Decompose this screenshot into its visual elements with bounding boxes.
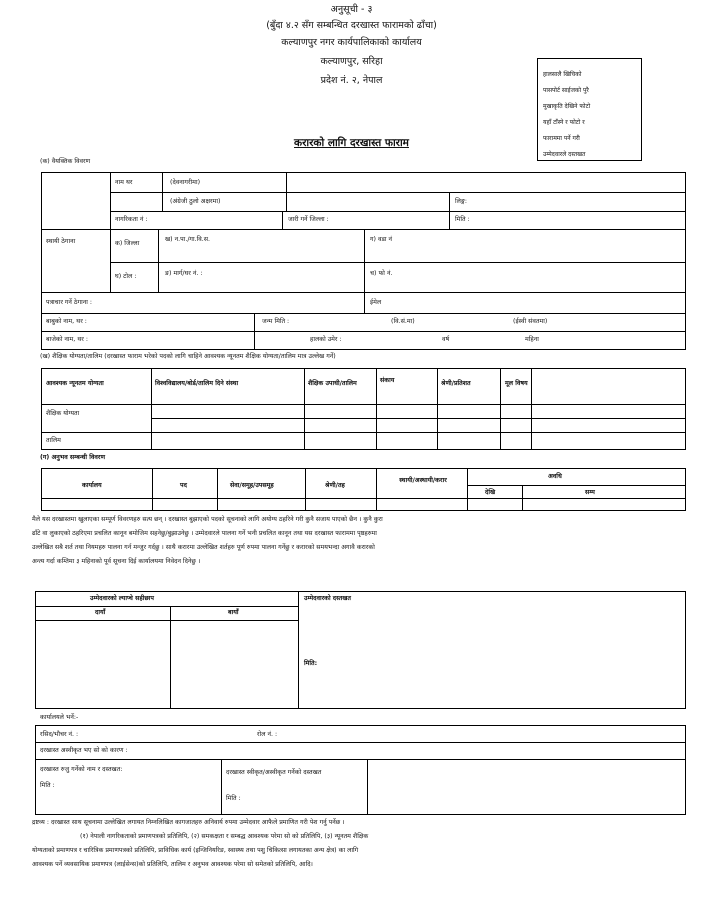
- declaration-line: अन्त्य गर्दा कम्तिमा ३ महिनाको पूर्व सूचना दिई कार्यालयमा निवेदन दिनेछु ।: [32, 558, 201, 565]
- signature-date-field[interactable]: मिति:: [304, 660, 318, 667]
- approver-date-field[interactable]: मिति :: [226, 795, 241, 802]
- photo-instruction-line: यहाँ टाँस्ने र फोटो र: [543, 119, 585, 126]
- grandfather-name-field[interactable]: बाजेको नाम, थर :: [46, 336, 88, 343]
- education-row-qualification: शैक्षिक योग्यता: [46, 410, 80, 417]
- left-thumbprint-area[interactable]: [171, 621, 297, 708]
- experience-col-service: सेवा/समूह/उपसमूह: [230, 482, 274, 489]
- name-english-label: (अंग्रेजी ठुलो अक्षरमा): [170, 198, 221, 205]
- candidate-signature-area[interactable]: [300, 605, 684, 655]
- dob-bs-field[interactable]: (वि.सं.मा): [391, 318, 415, 325]
- education-col-minimum: आवश्यक न्यूनतम योग्यता: [46, 380, 104, 387]
- citizenship-number-field[interactable]: नागरिकता नं :: [115, 216, 148, 223]
- photo-instruction-line: मुखाकृति देखिने फोटो: [543, 103, 591, 110]
- name-english-input[interactable]: [290, 194, 445, 210]
- age-months-field[interactable]: महिना: [525, 336, 539, 343]
- office-name: कल्याणपुर नगर कार्यपालिकाको कार्यालय: [281, 37, 422, 48]
- declaration-line: उल्लेखित सबै शर्त तथा नियमहरु पालना गर्न मन्जुर गर्दछु । साथै करारमा उल्लेखित शर्तहरु पूर्ण रुपमा पालना गर्नेछु र करारको समयभन्दा अगावै करारको: [32, 544, 375, 551]
- photo-instruction-line: फाराममा पर्ने गरी: [543, 135, 580, 142]
- education-row-training: तालिम: [46, 437, 61, 444]
- municipality-field[interactable]: ख) न.पा./गा.वि.स.: [165, 236, 211, 243]
- declaration-text: [32, 513, 672, 569]
- roll-number-field[interactable]: रोल नं. :: [257, 731, 278, 738]
- name-label: नाम थर: [115, 179, 133, 186]
- ward-field[interactable]: ग) वडा नं: [370, 236, 393, 243]
- footnote-line: (१) नेपाली नागरिकताको प्रमाणपत्रको प्रतिलिपि, (२) समकक्षता र सम्बद्ध आवश्यक परेमा सो को प्रतिलिपि, (३) न्यूनतम शैक्षिक: [80, 833, 369, 840]
- footnote-line: आवश्यक पर्ने व्यवसायिक प्रमाणपत्र (लाईसेन्स)को प्रतिलिपि, तालिम र अनुभव आवश्यक परेमा सो समेतको प्रतिलिपि, आदि।: [32, 861, 313, 868]
- receipt-number-field[interactable]: रसिद/भौचर नं. :: [40, 731, 79, 738]
- thumbprint-right-label: दायाँ: [95, 609, 106, 616]
- road-house-field[interactable]: ङ) मार्ग/घर नं. :: [165, 270, 203, 277]
- rejection-reason-field[interactable]: दरखास्त अस्वीकृत भए सो को कारण :: [40, 747, 128, 754]
- issued-district-field[interactable]: जारी गर्ने जिल्ला :: [288, 216, 329, 223]
- checker-date-field[interactable]: मिति :: [40, 782, 55, 789]
- mailing-address-field[interactable]: पत्राचार गर्ने ठेगाना :: [46, 299, 93, 306]
- form-subtitle: (बुँदा ४.२ सँग सम्बन्धित दरखास्त फारामको ढाँचा): [266, 20, 437, 31]
- experience-col-level: श्रेणी/तह: [325, 482, 345, 489]
- footnote-line: योग्यताको प्रमाणपत्र र चारित्रिक प्रमाणपत्रको प्रतिलिपि, प्राविधिक कार्य (इन्जिनियरिङ, स्वास्थ्य तथा पशु चिकित्सा लगायतका अन्य क्षेत्र) का लागि: [32, 847, 359, 854]
- candidate-signature-label: उम्मेदवारको दस्तखत: [304, 595, 351, 602]
- education-col-faculty: संकाय: [380, 377, 395, 384]
- province-line: प्रदेश नं. २, नेपाल: [320, 75, 383, 86]
- right-thumbprint-area[interactable]: [36, 621, 169, 708]
- permanent-address-label: स्थायी ठेगाना: [46, 238, 76, 245]
- age-label: हालको उमेर :: [310, 336, 342, 343]
- photo-instruction-line: उम्मेदवारले दस्तखत: [543, 151, 586, 158]
- experience-col-to: सम्म: [585, 489, 595, 496]
- experience-col-post: पद: [180, 482, 187, 489]
- name-devanagari-input[interactable]: [290, 174, 685, 191]
- experience-col-from: देखि: [485, 489, 496, 496]
- personal-section-heading: (क) वैयक्तिक विवरण: [40, 158, 91, 165]
- district-field[interactable]: क) जिल्ला: [115, 240, 140, 247]
- page-title: करारको लागि दरखास्त फाराम: [294, 137, 409, 149]
- education-section-note: (ख) शैक्षिक योग्यता/तालिम (दरखास्त फाराम भरेको पदको लागि चाहिने आवश्यक न्यूनतम शैक्षिक योग्यता/तालिम मात्र उल्लेख गर्ने): [40, 353, 336, 360]
- gender-field[interactable]: लिङ्ग:: [455, 198, 468, 205]
- experience-section-heading: (ग) अनुभव सम्बन्धी विवरण: [40, 454, 106, 461]
- education-col-institution: विश्वविद्यालय/बोर्ड/तालिम दिने संस्था: [155, 380, 239, 387]
- checker-name-signature-field[interactable]: दरखास्त रुजु गर्नेको नाम र दस्तखत:: [40, 766, 123, 773]
- experience-col-period: अवधि: [548, 473, 562, 480]
- dob-label: जन्म मिति :: [262, 318, 290, 325]
- issued-date-field[interactable]: मिति :: [455, 216, 470, 223]
- thumbprint-left-label: बायाँ: [228, 609, 239, 616]
- declaration-line: ढाँटे वा लुकाएको ठहरिएमा प्रचलित कानून बमोजिम सहनेछु/बुझाउनेछु । उम्मेदवारले पालना गर्ने भनी प्रचलित कानून तथा यस दरखास्त फाराममा पृष्ठहरुमा: [32, 530, 377, 537]
- education-col-major: मूल विषय: [505, 380, 528, 387]
- education-col-division: श्रेणी/प्रतिशत: [441, 380, 471, 387]
- photo-instruction-line: पासपोर्ट साईजको पुरै: [543, 87, 589, 94]
- education-col-degree: शैक्षिक उपाधी/तालिम: [308, 380, 357, 387]
- declaration-line: मैले यस दरखास्तमा खुलाएका सम्पूर्ण विवरणहरु सत्य छन् । दरखास्त बुझाएको पदको सूचनाको लागि अयोग्य ठहरिने गरी कुनै सजाय पाएको छैन । कुनै कुरा: [32, 516, 383, 523]
- tole-field[interactable]: घ) टोल :: [115, 273, 137, 280]
- dob-ad-field[interactable]: (ईस्वी संवतमा): [513, 318, 548, 325]
- father-name-field[interactable]: बाबुको नाम, थर :: [46, 318, 87, 325]
- name-devanagari-label: (देवनागरीमा): [170, 179, 201, 186]
- form-annex-number: अनुसूची - ३: [330, 4, 373, 15]
- office-location: कल्याणपुर, सरिहा: [320, 56, 383, 67]
- experience-col-office: कार्यालय: [82, 482, 102, 489]
- thumbprint-heading: उम्मेदवारको ल्याप्चे सहीछाप: [90, 595, 154, 602]
- email-field[interactable]: ईमेल: [370, 299, 382, 306]
- footnote-text: [32, 816, 672, 872]
- phone-field[interactable]: च) फो नं.: [370, 270, 393, 277]
- office-use-heading: कार्यालयले भर्ने:-: [40, 714, 79, 721]
- age-years-field[interactable]: वर्ष: [442, 336, 450, 343]
- photo-instruction-line: हालसालै खिचिको: [543, 71, 582, 78]
- footnote-line: द्रष्टव्य : दरखास्त साथ सूचनामा उल्लेखित लगायत निम्नलिखित कागजातहरु अनिवार्य रुपमा उम्मेदवार आफैले प्रमाणित गरी पेश गर्नु पर्नेछ ।: [32, 819, 345, 826]
- approver-signature-field[interactable]: दरखास्त स्वीकृत/अस्वीकृत गर्नेको दस्तखत: [226, 769, 322, 776]
- experience-col-type: स्थायी/अस्थायी/करार: [399, 477, 447, 484]
